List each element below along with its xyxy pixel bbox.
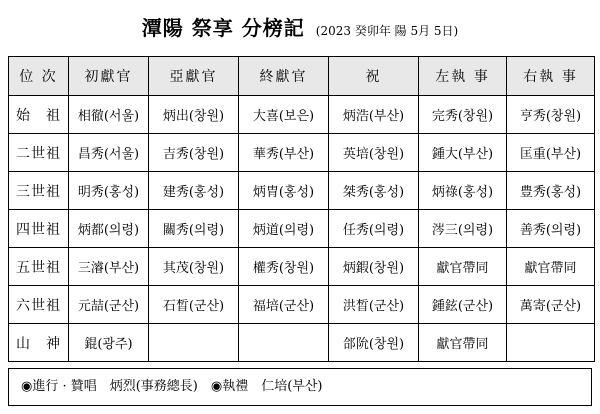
table-cell — [239, 324, 329, 362]
title-date: (2023 癸卯年 陽 5月 5日) — [315, 24, 459, 38]
row-label: 山 神 — [9, 324, 69, 362]
table-row — [9, 286, 595, 324]
table-cell: 郃阭(창원) — [329, 324, 419, 362]
table-cell: 吉秀(창원) — [149, 134, 239, 172]
table-cell: 權秀(창원) — [239, 248, 329, 286]
table-cell: 其茂(창원) — [149, 248, 239, 286]
assignment-table — [8, 56, 595, 362]
table-cell: 炳祿(홍성) — [419, 172, 507, 210]
table-cell: 福培(군산) — [239, 286, 329, 324]
table-cell: 炳鍜(창원) — [329, 248, 419, 286]
table-cell: 獻官帶同 — [419, 324, 507, 362]
footer-note: ◉進行 · 贊唱 炳烈(事務總長) ◉執禮 仁培(부산) — [8, 368, 592, 406]
table-cell: 英培(창원) — [329, 134, 419, 172]
header-cell: 位 次 — [9, 57, 69, 96]
table-header-row — [9, 57, 595, 96]
header-cell: 左執 事 — [419, 57, 507, 96]
row-label: 三世祖 — [9, 172, 69, 210]
table-cell — [507, 324, 595, 362]
table-row — [9, 96, 595, 134]
row-label: 二世祖 — [9, 134, 69, 172]
table-row — [9, 324, 595, 362]
row-label: 六世祖 — [9, 286, 69, 324]
table-cell: 石晳(군산) — [149, 286, 239, 324]
row-label: 始 祖 — [9, 96, 69, 134]
table-cell: 炳出(창원) — [149, 96, 239, 134]
table-cell: 相徹(서울) — [69, 96, 149, 134]
document-title — [0, 12, 600, 41]
header-cell: 初獻官 — [69, 57, 149, 96]
header-cell: 右執 事 — [507, 57, 595, 96]
header-cell: 祝 — [329, 57, 419, 96]
table-cell: 善秀(의령) — [507, 210, 595, 248]
table-cell: 完秀(창원) — [419, 96, 507, 134]
table-cell: 昌秀(서울) — [69, 134, 149, 172]
table-cell: 桀秀(홍성) — [329, 172, 419, 210]
table-cell: 任秀(의령) — [329, 210, 419, 248]
table-cell: 大喜(보은) — [239, 96, 329, 134]
table-cell: 亨秀(창원) — [507, 96, 595, 134]
table-cell: 錕(광주) — [69, 324, 149, 362]
table-cell: 鍾鉉(군산) — [419, 286, 507, 324]
table-cell: 三濬(부산) — [69, 248, 149, 286]
table-cell: 炳道(의령) — [239, 210, 329, 248]
table-cell — [149, 324, 239, 362]
table-cell: 獻官帶同 — [507, 248, 595, 286]
table-cell: 豊秀(홍성) — [507, 172, 595, 210]
table-cell: 建秀(홍성) — [149, 172, 239, 210]
table-cell: 明秀(홍성) — [69, 172, 149, 210]
table-cell: 洪晳(군산) — [329, 286, 419, 324]
table-cell: 涔三(의령) — [419, 210, 507, 248]
table-cell: 華秀(부산) — [239, 134, 329, 172]
header-cell: 亞獻官 — [149, 57, 239, 96]
table-cell: 炳浩(부산) — [329, 96, 419, 134]
table-row — [9, 134, 595, 172]
table-cell: 元喆(군산) — [69, 286, 149, 324]
table-cell: 獻官帶同 — [419, 248, 507, 286]
table-row — [9, 172, 595, 210]
table-row — [9, 210, 595, 248]
header-cell: 終獻官 — [239, 57, 329, 96]
table-row — [9, 248, 595, 286]
title-main: 潭陽 祭享 分榜記 — [141, 16, 305, 40]
table-cell: 炳胄(홍성) — [239, 172, 329, 210]
table-cell: 炳都(의령) — [69, 210, 149, 248]
table-cell: 關秀(의령) — [149, 210, 239, 248]
row-label: 五世祖 — [9, 248, 69, 286]
table-cell: 鍾大(부산) — [419, 134, 507, 172]
table-cell: 萬寄(군산) — [507, 286, 595, 324]
row-label: 四世祖 — [9, 210, 69, 248]
table-cell: 匡重(부산) — [507, 134, 595, 172]
